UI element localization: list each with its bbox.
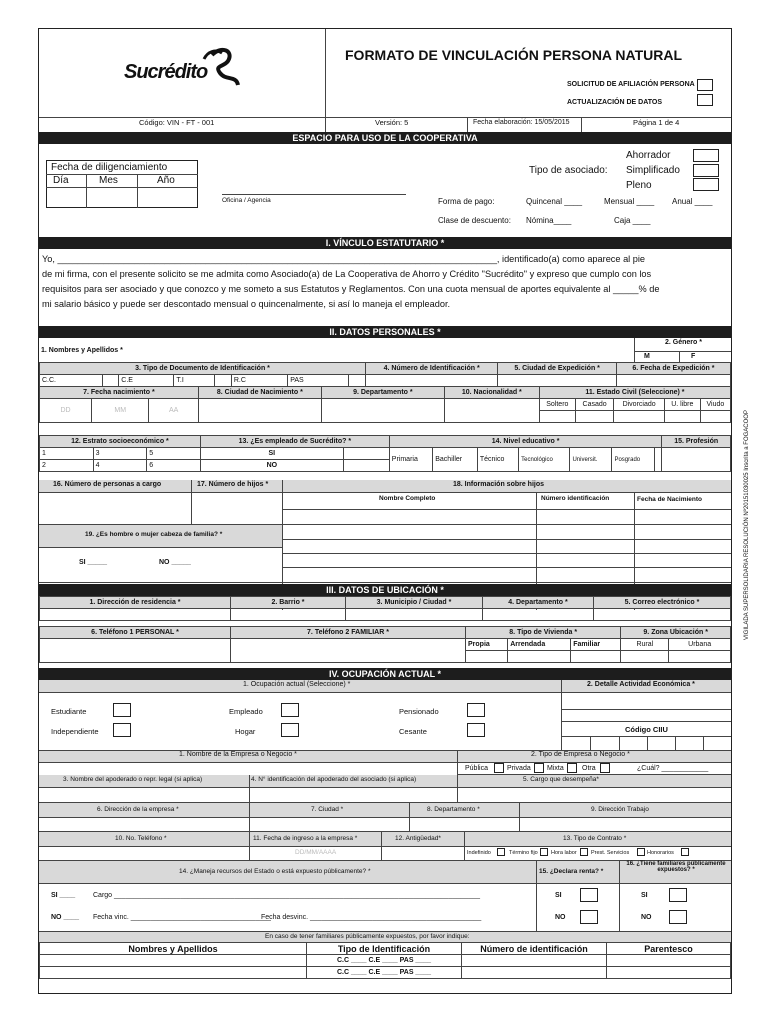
ubicacion-table [39,596,731,621]
nombre-completo-col: Nombre Completo [379,495,436,502]
cabeza-familia-label: 19. ¿Es hombre o mujer cabeza de familia? * [85,531,223,538]
vivienda-arrendada[interactable]: Arrendada [508,639,571,651]
fecha-exp-header: 6. Fecha de Expedición * [616,363,730,375]
cabeza-si[interactable]: SI _____ [79,559,108,566]
cargo-desempena-label: 5. Cargo que desempeña* [523,776,599,783]
vivienda-familiar[interactable]: Familiar [571,639,621,651]
version-label: Versión: 5 [375,118,409,127]
prest-servicios-checkbox[interactable] [637,848,645,856]
estrato-3[interactable]: 3 [93,448,147,460]
solicitud-label: SOLICITUD DE AFILIACIÓN PERSONA [567,81,695,88]
zona-urbana[interactable]: Urbana [669,639,731,651]
honorarios-checkbox[interactable] [681,848,689,856]
privada-option[interactable]: Privada [507,765,531,772]
tel1-header: 6. Teléfono 1 PERSONAL * [40,627,231,639]
apoderado-label: 3. Nombre del apoderado o repr. legal (si aplica) [63,776,203,783]
telefono-empresa-label: 10. No. Teléfono * [115,835,167,842]
fecha-diligenciamiento-label: Fecha de diligenciamiento [51,162,168,173]
profesion-header: 15. Profesión [662,436,731,448]
publica-checkbox[interactable] [494,763,504,773]
pensionado-checkbox[interactable] [467,703,485,717]
anio-label: Año [157,175,175,186]
nacimiento-table [39,386,731,423]
contrato-hora-labor[interactable]: Hora labor [551,850,577,856]
actualizacion-label: ACTUALIZACIÓN DE DATOS [567,99,663,106]
mm-input[interactable]: MM [92,399,149,423]
estrato-4[interactable]: 4 [93,460,147,472]
hogar-checkbox[interactable] [281,723,299,737]
form-page [38,28,732,994]
personales-section-bar: II. DATOS PERSONALES * [39,326,731,338]
pleno-checkbox[interactable] [693,178,719,191]
ahorrador-label: Ahorrador [626,150,671,161]
num-id-input[interactable] [365,375,497,387]
civil-viudo[interactable]: Viudo [700,399,730,411]
nacionalidad-header: 10. Nacionalidad * [444,387,539,399]
col-nombres: Nombres y Apellidos [40,943,307,955]
otra-option[interactable]: Otra [582,765,596,772]
depto-empresa-label: 8. Departamento * [427,806,480,813]
renta-si-checkbox[interactable] [580,888,598,902]
num-hijos-label: 17. Número de hijos * [197,481,269,488]
independiente-checkbox[interactable] [113,723,131,737]
hogar-label: Hogar [235,727,256,736]
dd-input[interactable]: DD [40,399,92,423]
ubicacion-section-bar: III. DATOS DE UBICACIÓN * [39,584,731,596]
nacionalidad-input[interactable] [444,399,539,423]
logo-swirl-icon [194,45,244,93]
doc-ce[interactable]: C.E [119,375,174,387]
logo [124,55,244,95]
telefono-table [39,626,731,663]
recursos-no[interactable]: NO ____ [51,914,80,921]
simplificado-label: Simplificado [626,165,680,176]
dir-trabajo-label: 9. Dirección Trabajo [591,806,649,813]
familiares-no-label: NO [641,914,652,921]
familiar-2-tipo[interactable]: C.C ____ C.E ____ PAS ____ [307,967,462,979]
vinculo-paragraph [42,252,727,312]
familiares-no-checkbox[interactable] [669,910,687,924]
caso-familiares-label: En caso de tener familiares públicamente expuestos, por favor indique: [265,933,470,940]
fecha-nac-col: Fecha de Nacimiento [637,496,703,503]
cesante-label: Cesante [399,727,427,736]
pensionado-label: Pensionado [399,707,439,716]
barrio-input[interactable] [231,609,346,621]
depto-header: 9. Departamento * [321,387,444,399]
profesion-input[interactable] [662,448,731,472]
familiar-2-nombre[interactable] [40,967,307,979]
estudiante-checkbox[interactable] [113,703,131,717]
civil-union-libre[interactable]: U. libre [664,399,700,411]
actualizacion-checkbox[interactable] [697,94,713,106]
familiares-si-checkbox[interactable] [669,888,687,902]
independiente-label: Independiente [51,727,99,736]
nivel-tecnologico[interactable]: Tecnológico [519,448,570,472]
depto-ubic-input[interactable] [482,609,593,621]
nivel-tecnico[interactable]: Técnico [477,448,518,472]
detalle-actividad-label: 2. Detalle Actividad Económica * [587,681,695,688]
municipio-header: 3. Municipio / Ciudad * [346,597,483,609]
anual-option[interactable]: Anual ____ [672,197,713,206]
nomina-option[interactable]: Nómina____ [526,216,572,225]
recursos-estado-label: 14. ¿Maneja recursos del Estado o está expuesto públicamente? * [179,868,371,875]
dir-empresa-label: 6. Dirección de la empresa * [97,806,179,813]
vinculo-line-3: requisitos para ser asociado y que conozco y me someto a sus Estatutos y Reglamentos. Con una cuota mensual de aportes equivalente al _____% de [42,284,660,294]
municipio-input[interactable] [346,609,483,621]
numero-id-col: Número identificación [541,495,610,502]
solicitud-checkbox[interactable] [697,79,713,91]
familiar-1-tipo[interactable]: C.C ____ C.E ____ PAS ____ [307,955,462,967]
mixta-option[interactable]: Mixta [547,765,564,772]
vigilada-side-text: VIGILADA SUPERSOLIDARIA RESOLUCIÓN Nº20151030025 Inscrita a FOGACOOP [744,410,750,640]
vinculo-line-1: Yo, ______________________________________________________________________________________, identificado(a) como aparece al pie [42,254,646,264]
genero-f[interactable]: F [691,353,696,360]
termino-fijo-checkbox[interactable] [540,848,548,856]
tel2-header: 7. Teléfono 2 FAMILIAR * [231,627,466,639]
tipo-empresa-label: 2. Tipo de Empresa o Negocio * [531,751,630,758]
col-numero-id: Número de identificación [462,943,607,955]
doc-pas[interactable]: PAS [288,375,349,387]
ciudad-nac-header: 8. Ciudad de Nacimiento * [198,387,321,399]
estrato-2[interactable]: 2 [40,460,94,472]
doc-ti[interactable]: T.I [174,375,215,387]
nivel-primaria[interactable]: Primaria [389,448,432,472]
privada-checkbox[interactable] [534,763,544,773]
fecha-ingreso-input[interactable]: DD/MM/AAAA [295,849,337,856]
simplificado-checkbox[interactable] [693,164,719,177]
estrato-5[interactable]: 5 [147,448,201,460]
vinculo-section-bar: I. VÍNCULO ESTATUTARIO * [39,237,731,249]
logo-text: Sucrédito [124,61,208,83]
ciiu-label: Código CIIU [625,725,668,734]
oficina-label: Oficina / Agencia [222,197,271,204]
empleado-si[interactable]: SI [200,448,343,460]
estado-civil-header: 11. Estado Civil (Seleccione) * [539,387,730,399]
nivel-posgrado[interactable]: Posgrado [612,448,655,472]
vivienda-header: 8. Tipo de Vivienda * [466,627,621,639]
familiares-expuestos-label: 16. ¿Tiene familiares públicamente expuestos? * [626,861,726,873]
depto-input[interactable] [321,399,444,423]
estrato-6[interactable]: 6 [147,460,201,472]
contrato-termino-fijo[interactable]: Término fijo [509,850,538,856]
fecha-vinc-field[interactable]: Fecha vinc. ____________________________________ [93,914,271,921]
renta-no-checkbox[interactable] [580,910,598,924]
civil-casado[interactable]: Casado [575,399,614,411]
cesante-checkbox[interactable] [467,723,485,737]
empleado-header: 13. ¿Es empleado de Sucrédito? * [200,436,389,448]
empresa-label: 1. Nombre de la Empresa o Negocio * [179,751,297,758]
estudiante-label: Estudiante [51,707,87,716]
genero-label: 2. Género * [665,339,702,346]
vivienda-propia[interactable]: Propia [466,639,508,651]
cual-field[interactable]: ¿Cuál? ____________ [637,765,709,772]
empleado-checkbox[interactable] [281,703,299,717]
aa-input[interactable]: AA [149,399,198,423]
correo-header: 5. Correo electrónico * [593,597,730,609]
dir-residencia-input[interactable] [40,609,231,621]
doc-cc[interactable]: C.C. [40,375,103,387]
dir-residencia-header: 1. Dirección de residencia * [40,597,231,609]
info-hijos-label: 18. Información sobre hijos [453,481,545,488]
civil-divorciado[interactable]: Divorciado [614,399,664,411]
familiares-si-label: SI [641,892,648,899]
datos-personales-table [39,362,731,387]
vinculo-line-2: de mi firma, con el presente solicito se me admita como Asociado(a) de La Cooperativa de Ahorro y Crédito "Sucrédito" y expreso que cumplo con los [42,269,652,279]
ciudad-empresa-label: 7. Ciudad * [311,806,344,813]
renta-si-label: SI [555,892,562,899]
nivel-universitario[interactable]: Universit. [570,448,612,472]
coop-section-bar: ESPACIO PARA USO DE LA COOPERATIVA [39,132,731,144]
empleado-no[interactable]: NO [200,460,343,472]
mensual-option[interactable]: Mensual ____ [604,197,655,206]
familiar-1-numero[interactable] [462,955,607,967]
num-id-header: 4. Número de Identificación * [365,363,497,375]
genero-m[interactable]: M [644,353,650,360]
barrio-header: 2. Barrio * [231,597,346,609]
personas-cargo-label: 16. Número de personas a cargo [53,481,162,488]
civil-soltero[interactable]: Soltero [539,399,575,411]
tipo-asociado-label: Tipo de asociado: [529,165,608,176]
zona-header: 9. Zona Ubicación * [621,627,731,639]
dia-label: Día [53,175,69,186]
tipo-doc-header: 3. Tipo de Documento de Identificación * [40,363,366,375]
estrato-table [39,435,731,472]
doc-rc[interactable]: R.C [231,375,287,387]
estrato-header: 12. Estrato socioeconómico * [40,436,201,448]
contrato-indefinido[interactable]: Indefinido [467,850,491,856]
antiguedad-label: 12. Antigüedad* [395,835,441,842]
clase-descuento-label: Clase de descuento: [438,216,511,225]
familiar-2-numero[interactable] [462,967,607,979]
empleado-ocup-label: Empleado [229,707,263,716]
tel1-input[interactable] [40,639,231,663]
pagina-label: Página 1 de 4 [633,118,680,127]
fecha-elaboracion-label: Fecha elaboración: 15/05/2015 [473,119,570,126]
familiar-1-nombre[interactable] [40,955,307,967]
correo-input[interactable] [593,609,730,621]
mixta-checkbox[interactable] [567,763,577,773]
renta-no-label: NO [555,914,566,921]
contrato-honorarios[interactable]: Honorarios [647,850,674,856]
depto-ubic-header: 4. Departamento * [482,597,593,609]
id-apoderado-label: 4. N° identificación del apoderado del asociado (si aplica) [251,776,417,783]
fecha-ingreso-label: 11. Fecha de ingreso a la empresa * [253,835,358,842]
col-parentesco: Parentesco [607,943,731,955]
indefinido-checkbox[interactable] [497,848,505,856]
tipo-contrato-label: 13. Tipo de Contrato * [563,835,627,842]
forma-pago-label: Forma de pago: [438,197,495,206]
ahorrador-checkbox[interactable] [693,149,719,162]
caja-option[interactable]: Caja ____ [614,216,651,225]
mes-label: Mes [99,175,118,186]
page-title: FORMATO DE VINCULACIÓN PERSONA NATURAL [345,47,683,63]
otra-checkbox[interactable] [600,763,610,773]
col-tipo-id: Tipo de Identificación [307,943,462,955]
codigo-label: Código: VIN - FT - 001 [139,118,215,127]
familiar-2-parentesco[interactable] [607,967,731,979]
contrato-prest-servicios[interactable]: Prest. Servicios [591,850,630,856]
fecha-nac-header: 7. Fecha nacimiento * [40,387,199,399]
ciudad-nac-input[interactable] [198,399,321,423]
tel2-input[interactable] [231,639,466,663]
ciudad-exp-input[interactable] [498,375,617,387]
publica-option[interactable]: Pública [465,765,488,772]
cargo-field[interactable]: Cargo ______________________________________________________________________________________________ [93,892,480,899]
vinculo-line-4: mi salario básico y puede ser descontado mensual o quincenalmente, si así lo maneja el empleador. [42,299,451,309]
nivel-header: 14. Nivel educativo * [389,436,662,448]
ciudad-exp-header: 5. Ciudad de Expedición * [498,363,617,375]
estrato-1[interactable]: 1 [40,448,94,460]
fecha-exp-input[interactable] [616,375,730,387]
fecha-desvinc-field[interactable]: Fecha desvinc. ____________________________________________ [261,914,482,921]
hora-labor-checkbox[interactable] [580,848,588,856]
nombres-label: 1. Nombres y Apellidos * [41,347,123,354]
pleno-label: Pleno [626,180,652,191]
familiar-1-parentesco[interactable] [607,955,731,967]
declara-renta-label: 15. ¿Declara renta? * [539,868,604,875]
ocupacion-actual-label: 1. Ocupación actual (Seleccione) * [243,681,351,688]
familiares-table [39,942,731,979]
recursos-si[interactable]: SI ____ [51,892,76,899]
zona-rural[interactable]: Rural [621,639,669,651]
quincenal-option[interactable]: Quincenal ____ [526,197,583,206]
nivel-bachiller[interactable]: Bachiller [433,448,478,472]
ocupacion-section-bar: IV. OCUPACIÓN ACTUAL * [39,668,731,680]
cabeza-no[interactable]: NO _____ [159,559,191,566]
